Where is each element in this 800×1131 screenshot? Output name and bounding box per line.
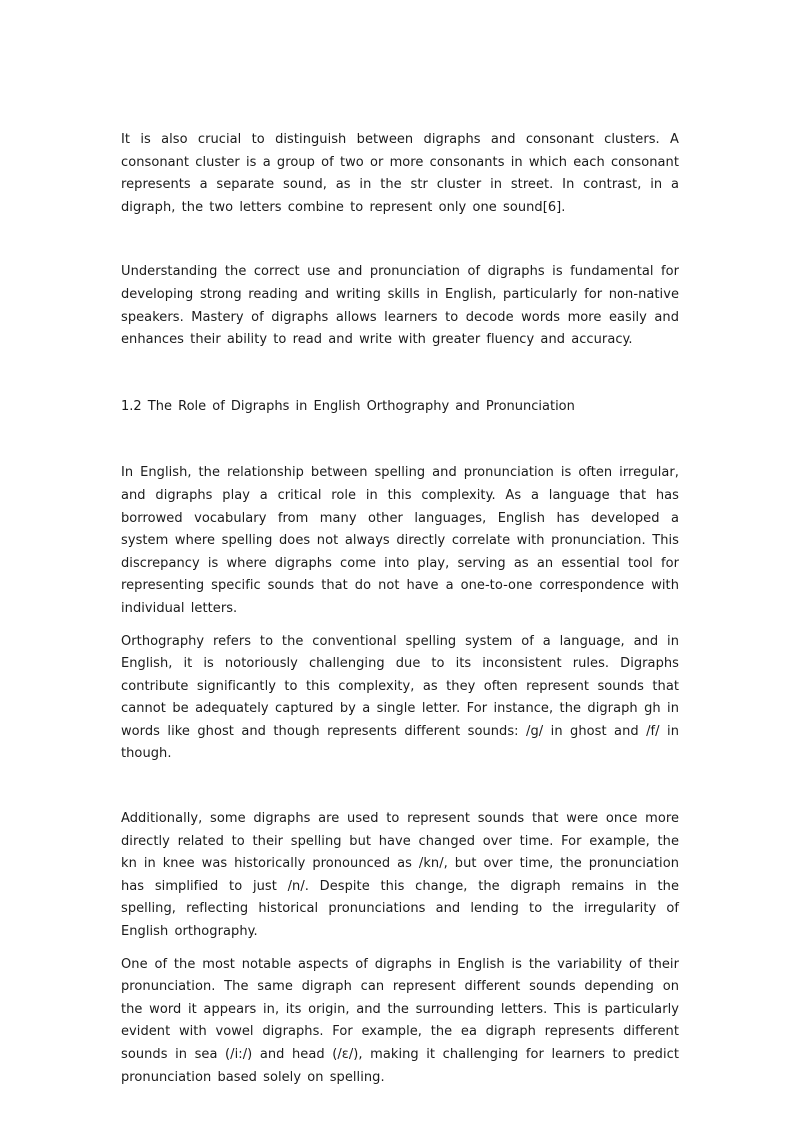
paragraph-spacer [121,219,679,261]
paragraph-spacer [121,766,679,808]
paragraph-spelling-relationship: In English, the relationship between spelling and pronunciation is often irregular, and digraphs play a critical role in this complexity. As a language that has borrowed vocabulary from many other languages, English has developed a system where spelling does not always directly correlate with pronunciation. This discrepancy is where digraphs come into play, serving as an essential tool for representing specific sounds that do not have a one-to-one correspondence with individual letters. [121,465,679,616]
paragraph-spacer [121,621,679,631]
section-spacer [121,352,679,396]
document-body [121,129,679,1089]
section-spacer [121,418,679,462]
paragraph-variability: One of the most notable aspects of digraphs in English is the variability of their pronunciation. The same digraph can represent different sounds depending on the word it appears in, its origin, and the surrounding letters. This is particularly evident with vowel digraphs. For example, the ea digraph represents different sounds in sea (/i:/) and head (/ɛ/), making it challenging for learners to predict pronunciation based solely on spelling. [121,956,679,1085]
section-heading: 1.2 The Role of Digraphs in English Orthography and Pronunciation [121,398,575,414]
paragraph-spacer [121,944,679,954]
paragraph-historical-digraphs: Additionally, some digraphs are used to represent sounds that were once more directly related to their spelling but have changed over time. For example, the kn in knee was historically pronounced as /kn/, but over time, the pronunciation has simplified to just /n/. Despite this change, the digraph remains in the spelling, reflecting historical pronunciations and lending to the irregularity of English orthography. [121,811,679,940]
paragraph-understanding-digraphs: Understanding the correct use and pronunciation of digraphs is fundamental for developing strong reading and writing skills in English, particularly for non-native speakers. Mastery of digraphs allows learners to decode words more easily and enhances their ability to read and write with greater fluency and accuracy. [121,264,679,348]
paragraph-consonant-clusters: It is also crucial to distinguish between digraphs and consonant clusters. A consonant cluster is a group of two or more consonants in which each consonant represents a separate sound, as in the str cluster in street. In contrast, in a digraph, the two letters combine to represent only one sound[6]. [121,132,679,215]
paragraph-orthography: Orthography refers to the conventional spelling system of a language, and in English, it is notoriously challenging due to its inconsistent rules. Digraphs contribute significantly to this complexity, as they often represent sounds that cannot be adequately captured by a single letter. For instance, the digraph gh in words like ghost and though represents different sounds: /g/ in ghost and /f/ in though. [121,633,679,762]
